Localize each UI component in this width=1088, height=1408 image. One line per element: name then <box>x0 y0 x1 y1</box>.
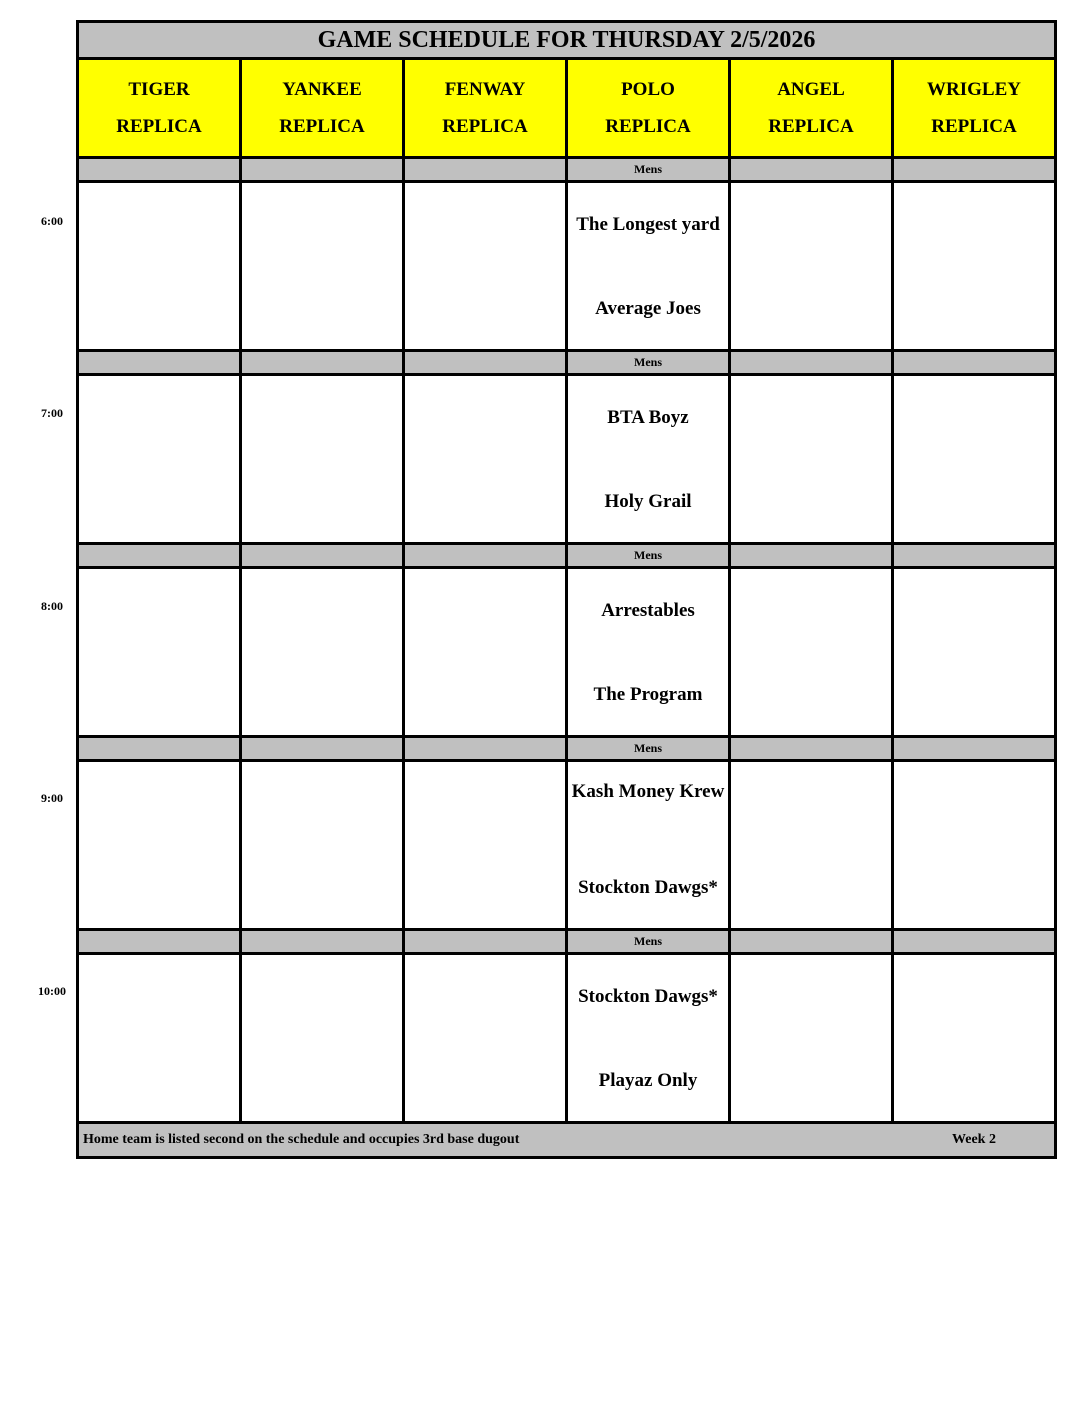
field-header-angel <box>731 60 894 156</box>
division-cell: Mens <box>568 931 731 952</box>
division-cell <box>894 931 1054 952</box>
time-label: 10:00 <box>38 984 66 998</box>
game-cell <box>894 376 1054 542</box>
division-cell <box>894 545 1054 566</box>
division-cell: Mens <box>568 545 731 566</box>
division-cell <box>731 738 894 759</box>
schedule-title: GAME SCHEDULE FOR THURSDAY 2/5/2026 <box>79 23 1054 60</box>
division-cell <box>405 159 568 180</box>
home-team: Stockton Dawgs* <box>578 877 718 898</box>
game-cell <box>79 183 242 349</box>
game-row <box>79 569 1054 738</box>
game-cell <box>731 183 894 349</box>
game-cell <box>242 569 405 735</box>
game-cell <box>894 569 1054 735</box>
game-cell <box>731 955 894 1121</box>
division-cell <box>242 545 405 566</box>
schedule-table <box>76 20 1057 1159</box>
field-header-yankee <box>242 60 405 156</box>
field-header-polo <box>568 60 731 156</box>
division-cell <box>79 545 242 566</box>
away-team: BTA Boyz <box>607 407 689 428</box>
division-cell: Mens <box>568 159 731 180</box>
division-cell <box>731 545 894 566</box>
game-cell <box>894 955 1054 1121</box>
game-cell <box>731 569 894 735</box>
division-cell <box>405 738 568 759</box>
game-cell <box>405 376 568 542</box>
time-label: 9:00 <box>41 791 63 805</box>
time-label: 8:00 <box>41 599 63 613</box>
field-header-tiger <box>79 60 242 156</box>
game-cell <box>894 183 1054 349</box>
field-name: TIGER <box>128 79 190 100</box>
game-cell <box>242 762 405 928</box>
time-label: 6:00 <box>41 214 63 228</box>
game-cell <box>731 762 894 928</box>
division-cell <box>79 159 242 180</box>
division-cell <box>731 159 894 180</box>
division-cell <box>242 738 405 759</box>
division-cell <box>731 352 894 373</box>
division-cell <box>242 352 405 373</box>
field-type: REPLICA <box>931 116 1017 137</box>
field-name: ANGEL <box>777 79 845 100</box>
away-team: Stockton Dawgs* <box>578 986 718 1007</box>
division-cell <box>79 738 242 759</box>
game-cell <box>242 183 405 349</box>
division-row <box>79 738 1054 762</box>
field-type: REPLICA <box>116 116 202 137</box>
game-cell <box>405 762 568 928</box>
game-cell <box>405 955 568 1121</box>
home-team: Playaz Only <box>598 1070 698 1091</box>
division-cell: Mens <box>568 738 731 759</box>
game-cell <box>568 376 731 542</box>
field-name: WRIGLEY <box>927 79 1021 100</box>
division-cell <box>242 931 405 952</box>
field-name: POLO <box>621 79 675 100</box>
field-header-wrigley <box>894 60 1054 156</box>
field-header-fenway <box>405 60 568 156</box>
field-name: YANKEE <box>282 79 362 100</box>
game-cell <box>568 955 731 1121</box>
division-row <box>79 159 1054 183</box>
home-team: Holy Grail <box>604 491 692 512</box>
field-type: REPLICA <box>442 116 528 137</box>
division-cell <box>894 738 1054 759</box>
week-label: Week 2 <box>952 1132 996 1147</box>
footer-row <box>79 1124 1054 1156</box>
division-cell <box>405 352 568 373</box>
home-team: Average Joes <box>595 298 701 319</box>
away-team: Kash Money Krew <box>571 781 725 802</box>
division-cell <box>79 352 242 373</box>
field-type: REPLICA <box>768 116 854 137</box>
game-cell <box>894 762 1054 928</box>
game-cell <box>242 376 405 542</box>
away-team: The Longest yard <box>576 214 720 235</box>
field-header-row <box>79 60 1054 159</box>
game-row <box>79 183 1054 352</box>
division-row <box>79 545 1054 569</box>
division-cell <box>894 352 1054 373</box>
game-cell <box>731 376 894 542</box>
field-name: FENWAY <box>444 79 526 100</box>
game-cell <box>568 762 731 928</box>
division-cell <box>405 931 568 952</box>
division-cell <box>79 931 242 952</box>
division-cell: Mens <box>568 352 731 373</box>
game-cell <box>79 376 242 542</box>
game-cell <box>79 762 242 928</box>
division-row <box>79 352 1054 376</box>
game-row <box>79 955 1054 1124</box>
field-type: REPLICA <box>605 116 691 137</box>
game-row <box>79 762 1054 931</box>
away-team: Arrestables <box>601 600 695 621</box>
division-row <box>79 931 1054 955</box>
game-cell <box>79 955 242 1121</box>
footer-note: Home team is listed second on the schedule and occupies 3rd base dugout <box>83 1132 520 1147</box>
division-cell <box>405 545 568 566</box>
game-cell <box>405 569 568 735</box>
game-cell <box>568 183 731 349</box>
home-team: The Program <box>593 684 703 705</box>
division-cell <box>242 159 405 180</box>
game-cell <box>242 955 405 1121</box>
game-row <box>79 376 1054 545</box>
game-cell <box>568 569 731 735</box>
field-type: REPLICA <box>279 116 365 137</box>
game-cell <box>405 183 568 349</box>
division-cell <box>731 931 894 952</box>
time-label: 7:00 <box>41 406 63 420</box>
game-cell <box>79 569 242 735</box>
time-column <box>0 0 76 1408</box>
division-cell <box>894 159 1054 180</box>
